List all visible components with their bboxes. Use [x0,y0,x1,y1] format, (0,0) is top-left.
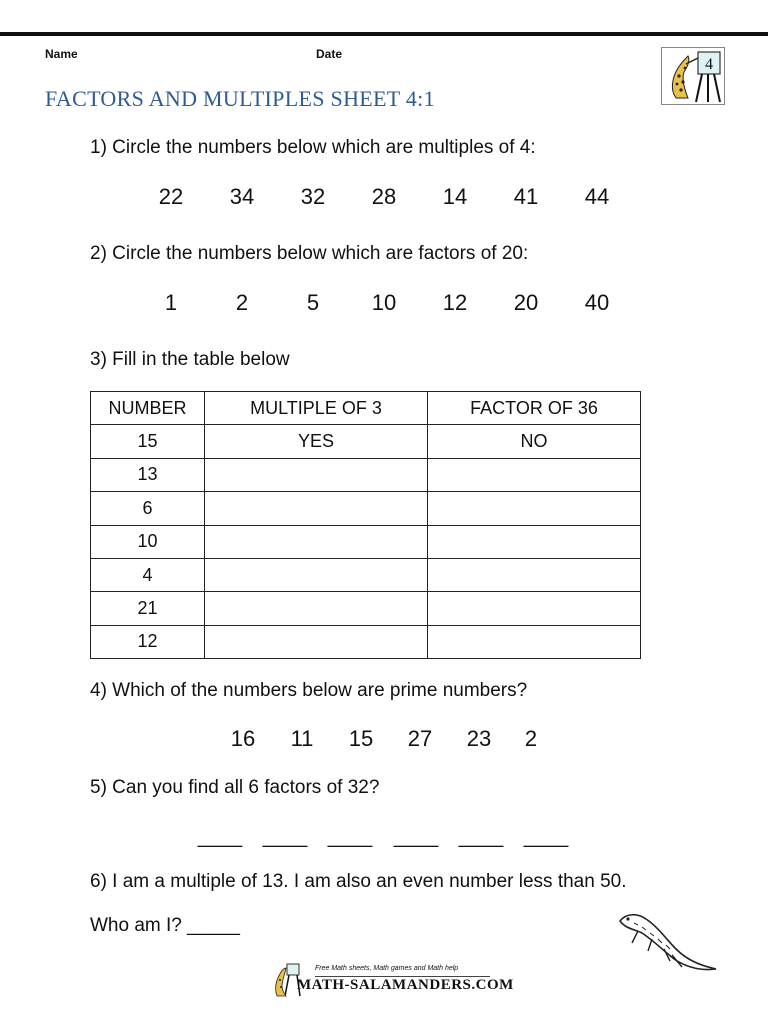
name-label: Name [45,47,78,61]
answer-blank[interactable]: ____ [458,826,504,848]
q4-number[interactable]: 23 [466,726,492,751]
multiple-answer-cell[interactable] [205,592,428,625]
factor-answer-cell[interactable] [428,558,641,591]
q2-number[interactable]: 2 [235,290,249,315]
q1-number[interactable]: 28 [371,184,397,209]
answer-blank[interactable]: ____ [523,826,569,848]
q3-prompt: 3) Fill in the table below [90,349,290,370]
multiple-answer-cell[interactable] [205,625,428,658]
footer-site-name[interactable]: MATH-SALAMANDERS.COM [297,977,514,993]
multiple-answer-cell[interactable] [205,525,428,558]
column-header-multiple: MULTIPLE OF 3 [205,392,428,425]
q1-prompt: 1) Circle the numbers below which are multiples of 4: [90,137,536,158]
q1-number[interactable]: 44 [584,184,610,209]
q4-number[interactable]: 2 [524,726,538,751]
q6-prompt: 6) I am a multiple of 13. I am also an even number less than 50. [90,871,627,892]
footer-tagline: Free Math sheets, Math games and Math help [315,965,459,972]
table-row [91,592,641,625]
factor-answer-cell[interactable] [428,458,641,491]
number-cell: 12 [91,625,205,658]
q2-prompt: 2) Circle the numbers below which are factors of 20: [90,243,529,264]
table-header-row [91,392,641,425]
q2-number[interactable]: 10 [371,290,397,315]
number-cell: 15 [91,425,205,458]
factor-answer-cell[interactable] [428,525,641,558]
q2-number[interactable]: 5 [306,290,320,315]
q2-number[interactable]: 40 [584,290,610,315]
factor-answer-cell[interactable] [428,492,641,525]
multiple-answer-cell[interactable] [205,558,428,591]
q4-number[interactable]: 11 [290,726,314,751]
factor-answer-cell[interactable] [428,625,641,658]
factor-answer-cell[interactable] [428,592,641,625]
answer-blank[interactable]: ____ [393,826,439,848]
logo-digit: 4 [705,56,713,73]
q2-number[interactable]: 20 [513,290,539,315]
q1-number[interactable]: 32 [300,184,326,209]
number-cell: 6 [91,492,205,525]
factor-answer-cell: NO [428,425,641,458]
table-row [91,558,641,591]
grade-logo [661,47,725,105]
table-row [91,492,641,525]
multiple-answer-cell: YES [205,425,428,458]
factor-multiple-table [90,391,641,659]
number-cell: 4 [91,558,205,591]
footer-branding [273,962,514,1000]
worksheet-title: FACTORS AND MULTIPLES SHEET 4:1 [45,86,435,111]
table-row [91,525,641,558]
q2-number[interactable]: 1 [164,290,178,315]
number-cell: 10 [91,525,205,558]
q6-answer-line[interactable]: Who am I? _____ [90,915,240,936]
answer-blank[interactable]: ____ [327,826,373,848]
q4-number[interactable]: 27 [407,726,433,751]
column-header-factor: FACTOR OF 36 [428,392,641,425]
q4-prompt: 4) Which of the numbers below are prime numbers? [90,680,528,701]
column-header-number: NUMBER [91,392,205,425]
q4-number[interactable]: 15 [348,726,374,751]
date-label: Date [316,47,343,61]
q1-number[interactable]: 34 [229,184,255,209]
q1-number[interactable]: 22 [158,184,184,209]
answer-blank[interactable]: ____ [262,826,308,848]
number-cell: 21 [91,592,205,625]
multiple-answer-cell[interactable] [205,492,428,525]
q1-number[interactable]: 41 [513,184,539,209]
answer-blank[interactable]: ____ [197,826,243,848]
multiple-answer-cell[interactable] [205,458,428,491]
q4-number[interactable]: 16 [230,726,256,751]
q1-number[interactable]: 14 [442,184,468,209]
table-row [91,625,641,658]
q2-number[interactable]: 12 [442,290,468,315]
table-row [91,458,641,491]
top-rule [0,32,768,36]
salamander-teacher-icon [662,48,726,106]
salamander-icon [612,905,724,985]
table-row [91,425,641,458]
q5-prompt: 5) Can you find all 6 factors of 32? [90,777,380,798]
number-cell: 13 [91,458,205,491]
